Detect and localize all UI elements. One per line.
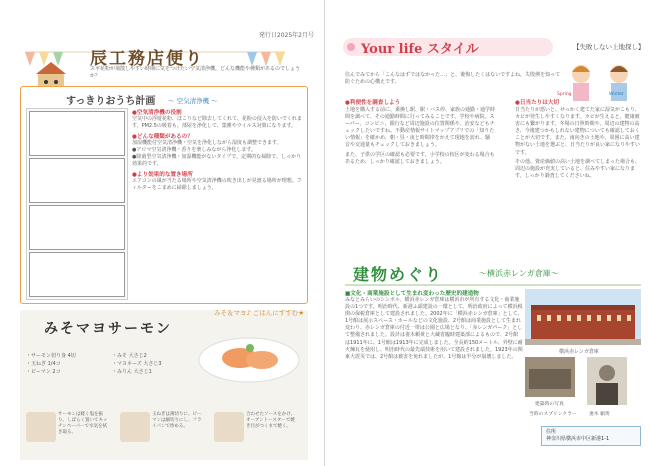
newsletter-title: 辰工務店便り <box>90 49 204 69</box>
your-life-style-title: Your life スタイル <box>361 42 479 57</box>
ingredient-item: ・みりん 大さじ1 <box>112 369 152 375</box>
column-text: また、子供の学区の確認も必要です。小学校の校区が変わる場合もあるため、しっかり確認しておきましょう。 <box>345 151 495 165</box>
no-fail-subtitle: 【失敗しない上地探し】 <box>573 43 645 51</box>
step-text: 合わせたソースをかけ、オーブントースターで焼き目がつくまで焼く。 <box>246 412 296 429</box>
red-brick-warehouse-photo <box>525 289 641 345</box>
comic-strip <box>26 108 128 300</box>
comic-panel <box>29 252 125 297</box>
column-text: その他、資産価値の高い土地を調べてしまった場合も、周辺の施設が充実していると、住みやすい家になります。しっかり調査してくださいね。 <box>515 158 641 179</box>
address-label: 住所 <box>546 429 557 435</box>
photo-caption: 横浜赤レンガ倉庫 <box>559 349 599 355</box>
step-photo <box>120 412 150 442</box>
section-text: 空気中の浮遊花粉、ほこりなど除去してくれて、花粉の侵入を防いでくれます。PM2.5の吸着も。部屋を浄化して、集塵やウイルス対策になります。 <box>132 116 302 129</box>
dish-illustration <box>196 326 302 386</box>
recipe-title: みそマヨサーモン <box>44 321 172 337</box>
recipe-tagline: みそ＆マヨ♪ ごはんにすすむ★ <box>214 309 305 317</box>
girl-label: Winter <box>609 92 624 97</box>
section-heading: ●空気清浄機の役割 <box>132 110 182 116</box>
recipe-step <box>212 412 298 456</box>
recipe-step <box>24 412 110 456</box>
portrait-photo <box>587 357 627 405</box>
intro-text: スギ花粉が飛散しやすい時期に気をつけたい空気清浄機。どんな機能や種類があるのでしょうか？ <box>90 66 301 80</box>
air-purifier-title: すっきりおうち計画 <box>66 96 156 107</box>
comic-panel <box>29 111 125 156</box>
column-text: 日当たりが悪いと、せっかく建てた家に湿気がこもり、カビが発生しやすくなります。カビが生えると、健康被害にも繋がります。冬場の日照時間や、周辺の建物の高さ、今後建つかもしれない建物についても確認しておくことが大切です。また、南向きの土地や、周囲に高い建物がない土地を選ぶと、日当たりが良い家になりやすいです。 <box>515 107 641 156</box>
section-text: ●除菌型空気清浄機・加湿機能がないタイプで、定期的な掃除で、しっかり効果的です。 <box>132 154 302 167</box>
ingredient-item: ・玉ねぎ 1/4コ <box>26 361 61 367</box>
step-text: 玉ねぎは薄切りに、ピーマンは細切りにし、フライパンで炒める。 <box>152 412 202 429</box>
photo-caption: 当時のスプリンクラー <box>529 412 577 417</box>
girls-illustration <box>561 60 641 102</box>
column-text: 土地を購入する前に、乗換し駅、駅・バス停、家族の通勤・通学時間を調べて、その通勤時間に行ってみることです。学校や病院、スーパー、コンビニ、銀行など周辺施設の位置関係や、治安などもチェックしたいですね。不動産情報サイトマップアプリでの「知りたい情報」を確かめ、朝・昼・夜と時間帯をかえて現地を訪れ、騒音や交通量もチェックしておきましょう。 <box>345 107 496 149</box>
address-box <box>541 426 641 446</box>
building-tour-subtitle: ～横浜赤レンガ倉庫～ <box>479 269 559 278</box>
sunlight-column <box>515 98 643 180</box>
comic-panel <box>29 158 125 203</box>
girl-label: Spring <box>557 92 572 97</box>
ingredient-item: ・サーモン切り身 4切 <box>26 353 76 359</box>
building-tour-title: 建物めぐり <box>353 265 444 284</box>
recipe-step <box>118 412 204 456</box>
step-photo <box>26 412 56 442</box>
photo-caption: 建築時の写真 <box>535 402 564 407</box>
divider <box>345 284 641 286</box>
ingredient-item: ・ピーマン 2コ <box>26 369 61 375</box>
section-text: 加湿機能付空気清浄機・空気を浄化しながら湿度も調整できます。 <box>132 140 282 146</box>
photo-caption: 妻木 頼黄 <box>589 412 610 417</box>
comic-panel <box>29 205 125 250</box>
column-heading: ●利便性を調査しよう <box>345 100 401 106</box>
section-text: エアコンの風が当たる場所や空気清浄機の吹き出しが見渡る場所が理想。フィルターをこまめに掃除しましょう。 <box>132 178 302 191</box>
issue-date: 発行日2025年2月号 <box>258 32 314 39</box>
ingredient-item: ・マヨネーズ 大さじ3 <box>112 361 162 367</box>
address-text: 神奈川県横浜市中区新港1-1 <box>546 436 610 442</box>
step-text: サーモンは軽く塩を振り、しばらく置いてキッチンペーパーで水気を拭き取る。 <box>58 412 108 435</box>
section-heading: ●より効果的な置き場所 <box>132 172 193 178</box>
style-intro: 住んでみてから「こんなはずではなかった…」と、後悔したくはないですよね。失敗例を知って防ぐための心構えです。 <box>345 72 561 86</box>
air-purifier-text <box>132 106 304 192</box>
column-heading: ●日当たりは大切 <box>515 100 560 106</box>
recipe-steps <box>24 412 304 456</box>
right-page <box>325 0 650 466</box>
step-photo <box>214 412 244 442</box>
convenience-column <box>345 98 495 166</box>
ingredients-list <box>26 352 196 408</box>
building-heading: ■文化・商業施設として生まれ変わった歴史的建造物 <box>345 291 479 297</box>
construction-photo <box>525 357 575 397</box>
section-heading: ●どんな種類があるの？ <box>132 134 193 140</box>
section-text: ●アロマ空気清浄機・香りを楽しみながら浄化します。 <box>132 147 256 153</box>
building-text: みなとみらいのシンボル、横浜赤レンガ倉庫は横浜市が所有する文化・商業施設の1つです。明治時代、新港ふ頭建設の一環として、明治政府によって横浜税関の保税倉庫として建設されました。2002年に「横浜赤レンガ倉庫」として、1号館は展示スペース・ホールなどの文化施設、2号館は商業施設として生まれ変わり、赤レンガ倉庫の付近一帯は公園と広場となり、「赤レンガパーク」として整備されました。設計は妻木頼黄と大蔵省臨時建築部によるもので、2号館は1911年に、1号館は1913年に完成しました。全長約150メートル、外壁に耐火煉瓦を使用し、明治時代の最先端技術を用いて建設されました。1923年の関東大震災では、2号館は被害を免れましたが、1号館は半分が崩壊しました。 <box>345 297 523 360</box>
ingredient-item: ・みそ 大さじ2 <box>112 353 147 359</box>
air-purifier-subtitle: ～ 空気清浄機 ～ <box>168 97 218 105</box>
